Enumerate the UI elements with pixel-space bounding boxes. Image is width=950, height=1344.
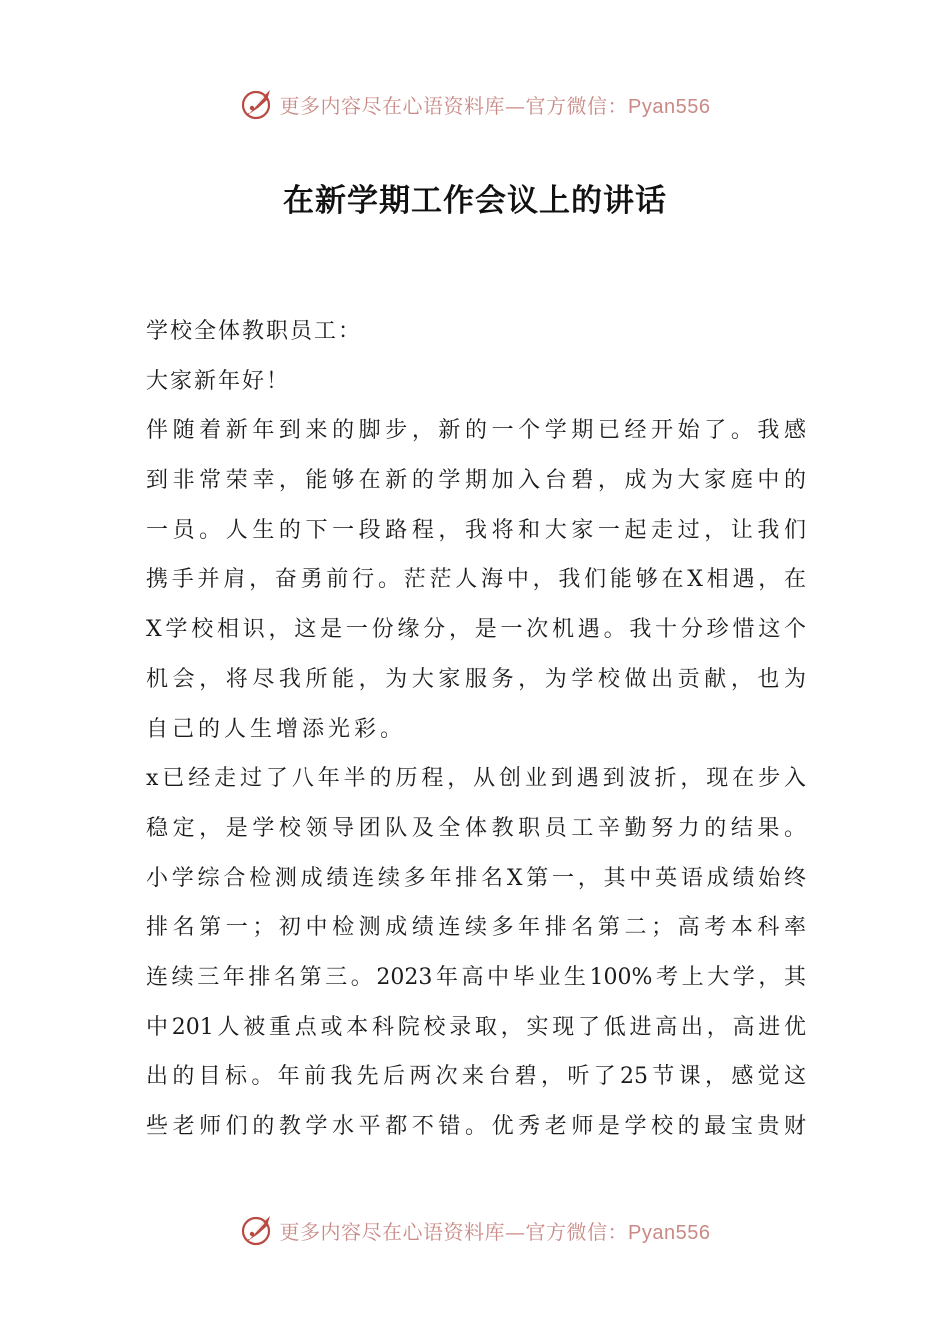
quill-pen-logo-icon xyxy=(240,86,276,122)
text-line: 到非常荣幸，能够在新的学期加入台碧，成为大家庭中的 xyxy=(146,468,806,494)
banner-slogan: 更多内容尽在心语资料库—官方微信： xyxy=(279,1219,629,1244)
banner-text xyxy=(280,90,711,119)
salutation-line: 学校全体教职员工： xyxy=(146,319,363,344)
text-line: X学校相识，这是一份缘分，是一次机遇。我十分珍惜这个 xyxy=(146,617,806,643)
text-line: 机会，将尽我所能，为大家服务，为学校做出贡献，也为 xyxy=(146,666,806,692)
text-line: 携手并肩，奋勇前行。茫茫人海中，我们能够在X相遇，在 xyxy=(146,567,806,593)
footer-banner xyxy=(0,1210,950,1250)
text-line: 中201人被重点或本科院校录取，实现了低进高出，高进优 xyxy=(146,1014,806,1040)
header-banner xyxy=(0,84,950,124)
quill-pen-logo-icon xyxy=(240,1212,276,1248)
greeting-line: 大家新年好！ xyxy=(146,368,291,394)
document-title: 在新学期工作会议上的讲话 xyxy=(283,183,667,219)
banner-slogan: 更多内容尽在心语资料库—官方微信： xyxy=(279,93,629,118)
text-line: x已经走过了八年半的历程，从创业到遇到波折，现在步入 xyxy=(146,766,806,792)
banner-text xyxy=(280,1216,711,1245)
text-line: 连续三年排名第三。2023年高中毕业生100%考上大学，其 xyxy=(146,964,806,990)
text-line: 些老师们的教学水平都不错。优秀老师是学校的最宝贵财 xyxy=(146,1114,806,1139)
text-line: 小学综合检测成绩连续多年排名X第一，其中英语成绩始终 xyxy=(146,865,806,891)
text-line: 稳定，是学校领导团队及全体教职员工辛勤努力的结果。 xyxy=(146,815,806,841)
document-body xyxy=(146,307,806,1152)
text-line: 一员。人生的下一段路程，我将和大家一起走过，让我们 xyxy=(146,517,806,543)
banner-wechat-id: Pyan556 xyxy=(628,1221,711,1244)
text-line: 伴随着新年到来的脚步，新的一个学期已经开始了。我感 xyxy=(146,418,806,444)
text-line: 自己的人生增添光彩。 xyxy=(146,716,407,742)
banner-wechat-id: Pyan556 xyxy=(628,95,711,118)
text-line: 出的目标。年前我先后两次来台碧，听了25节课，感觉这 xyxy=(146,1064,806,1090)
text-line: 排名第一；初中检测成绩连续多年排名第二；高考本科率 xyxy=(146,915,806,941)
